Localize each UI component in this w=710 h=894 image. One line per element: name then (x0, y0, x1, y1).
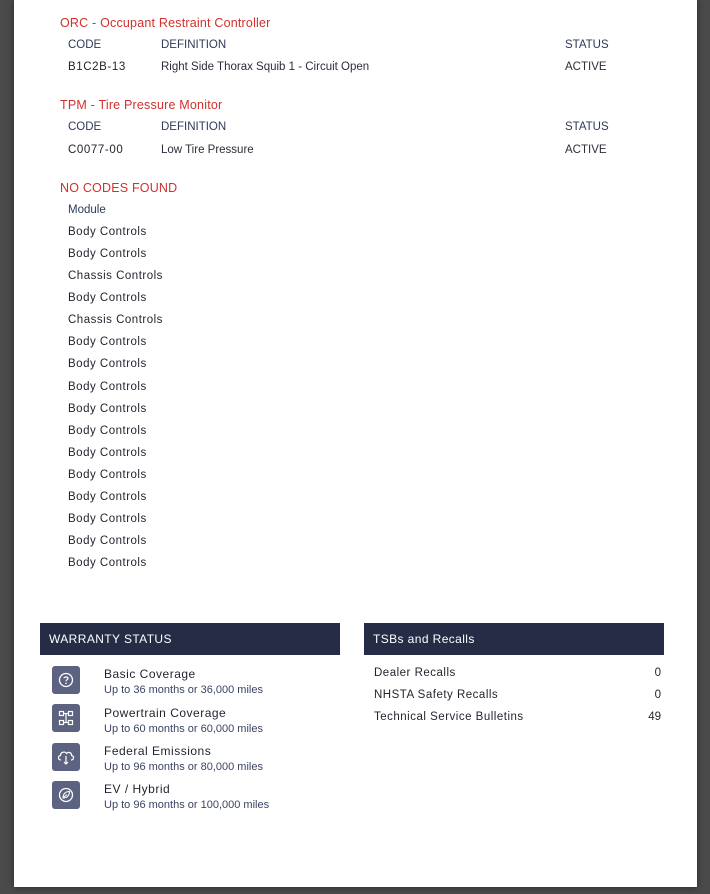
list-item: Body Controls (68, 358, 147, 370)
dtc-definition: Right Side Thorax Squib 1 - Circuit Open (161, 61, 370, 73)
list-item: Body Controls (68, 292, 147, 304)
orc-header-definition: DEFINITION (161, 39, 227, 51)
recall-count: 0 (654, 689, 661, 701)
recall-label: Technical Service Bulletins (374, 711, 524, 723)
orc-header-code: CODE (68, 39, 102, 51)
question-circle-icon (52, 666, 80, 694)
list-item: Body Controls (68, 381, 147, 393)
ev-leaf-icon (52, 781, 80, 809)
report-page (14, 0, 697, 887)
no-codes-section-title: NO CODES FOUND (60, 181, 178, 195)
recall-count: 0 (654, 667, 661, 679)
list-item: Body Controls (68, 403, 147, 415)
warranty-item-title: Basic Coverage (104, 667, 196, 681)
dtc-code: C0077-00 (68, 144, 124, 156)
warranty-item-detail: Up to 60 months or 60,000 miles (104, 723, 263, 735)
list-item: Chassis Controls (68, 270, 163, 282)
list-item: Body Controls (68, 248, 147, 260)
cloud-emissions-icon (52, 743, 80, 771)
warranty-item-title: Powertrain Coverage (104, 706, 227, 720)
list-item: Body Controls (68, 491, 147, 503)
recall-label: NHSTA Safety Recalls (374, 689, 499, 701)
list-item: Chassis Controls (68, 314, 163, 326)
warranty-item-detail: Up to 36 months or 36,000 miles (104, 684, 263, 696)
recall-label: Dealer Recalls (374, 667, 456, 679)
list-item: Body Controls (68, 513, 147, 525)
warranty-item-detail: Up to 96 months or 80,000 miles (104, 761, 263, 773)
warranty-item-detail: Up to 96 months or 100,000 miles (104, 799, 270, 811)
tpm-section-title: TPM - Tire Pressure Monitor (60, 98, 223, 112)
warranty-status-header: WARRANTY STATUS (40, 623, 340, 655)
powertrain-icon (52, 704, 80, 732)
list-item: Body Controls (68, 336, 147, 348)
list-item: Body Controls (68, 425, 147, 437)
list-item: Body Controls (68, 447, 147, 459)
list-item: Body Controls (68, 469, 147, 481)
dtc-status: ACTIVE (565, 61, 607, 73)
module-column-header: Module (68, 204, 106, 216)
recall-count: 49 (648, 711, 661, 723)
list-item: Body Controls (68, 557, 147, 569)
dtc-definition: Low Tire Pressure (161, 144, 254, 156)
list-item: Body Controls (68, 226, 147, 238)
warranty-item-title: Federal Emissions (104, 744, 212, 758)
orc-section-title: ORC - Occupant Restraint Controller (60, 16, 271, 30)
dtc-status: ACTIVE (565, 144, 607, 156)
tsb-recalls-header: TSBs and Recalls (364, 623, 664, 655)
tpm-header-status: STATUS (565, 121, 609, 133)
tpm-header-code: CODE (68, 121, 102, 133)
dtc-code: B1C2B-13 (68, 61, 126, 73)
list-item: Body Controls (68, 535, 147, 547)
orc-header-status: STATUS (565, 39, 609, 51)
tpm-header-definition: DEFINITION (161, 121, 227, 133)
warranty-item-title: EV / Hybrid (104, 782, 171, 796)
